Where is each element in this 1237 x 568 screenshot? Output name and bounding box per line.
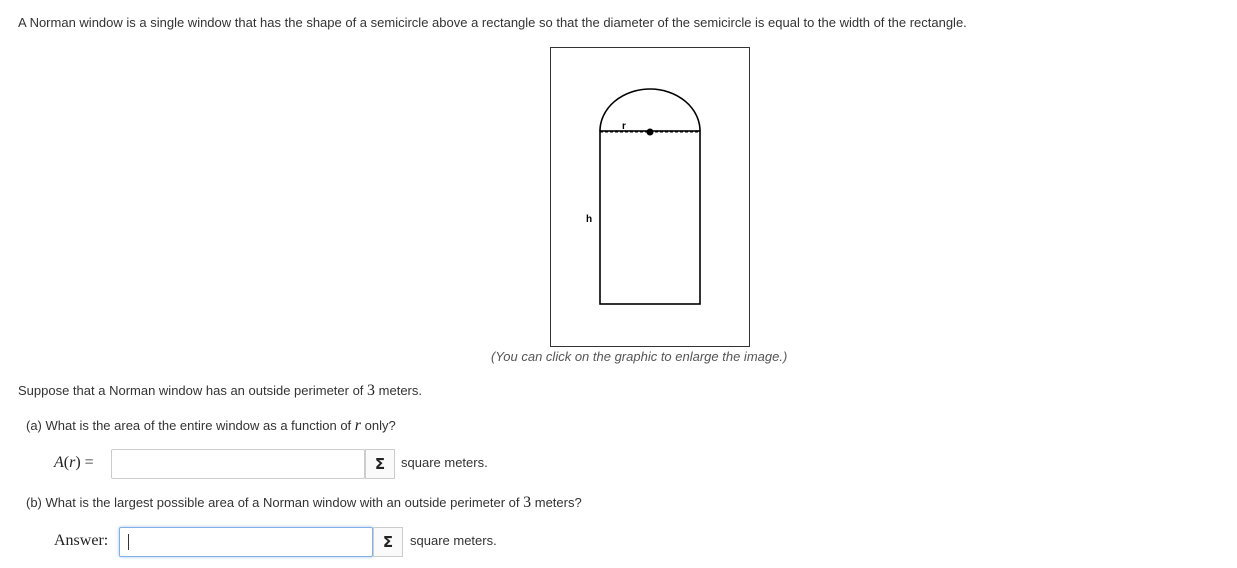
units-label-a: square meters. <box>401 455 488 470</box>
question-a-prefix: (a) What is the area of the entire window as a function of <box>26 418 355 433</box>
figure-caption[interactable]: (You can click on the graphic to enlarge the image.) <box>491 349 788 364</box>
suppose-suffix: meters. <box>375 383 423 398</box>
question-b <box>26 494 582 512</box>
height-label: h <box>586 214 593 225</box>
perimeter-value: 3 <box>367 382 376 399</box>
suppose-prefix: Suppose that a Norman window has an outside perimeter of <box>18 383 368 398</box>
text-cursor <box>128 534 129 550</box>
radius-label: r <box>622 121 626 132</box>
question-b-suffix: meters? <box>531 495 582 510</box>
area-function-input[interactable] <box>111 449 365 479</box>
area-func-eq: = <box>80 454 94 471</box>
units-label-b: square meters. <box>410 533 497 548</box>
area-func-open: ( <box>63 454 70 471</box>
area-func-var: r <box>69 454 76 471</box>
area-func-close: ) <box>75 454 81 471</box>
max-area-answer-input[interactable] <box>119 527 373 557</box>
area-func-name: A <box>54 454 64 471</box>
sigma-math-button-a[interactable]: Σ <box>365 449 395 479</box>
window-rectangle <box>600 131 700 304</box>
sigma-math-button-b[interactable]: Σ <box>373 527 403 557</box>
question-b-perimeter: 3 <box>523 494 532 511</box>
area-function-label <box>54 454 94 472</box>
norman-window-diagram <box>551 48 749 346</box>
problem-statement <box>18 382 422 400</box>
answer-label: Answer: <box>54 532 109 549</box>
question-a-suffix: only? <box>361 418 396 433</box>
norman-window-figure[interactable] <box>550 47 750 347</box>
semicircle-top <box>600 89 700 131</box>
question-a <box>26 417 396 435</box>
problem-intro: A Norman window is a single window that has the shape of a semicircle above a rectangle so that the diameter of the semicircle is equal to the width of the rectangle. <box>18 15 967 30</box>
question-b-prefix: (b) What is the largest possible area of a Norman window with an outside perimeter of <box>26 495 524 510</box>
center-point <box>647 129 654 136</box>
question-a-var: r <box>354 417 362 434</box>
